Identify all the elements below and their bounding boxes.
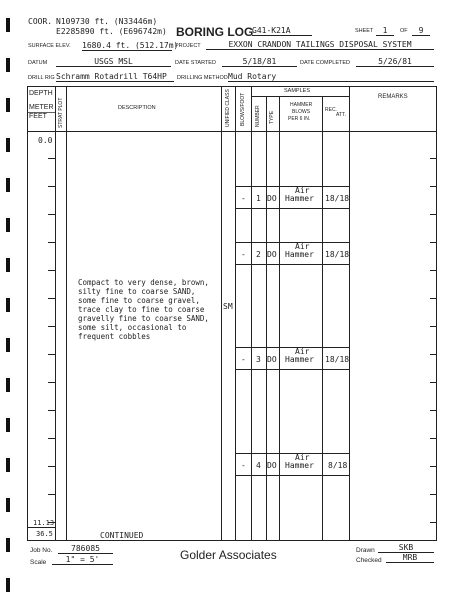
drilling-method-label: DRILLING METHOD — [177, 75, 228, 81]
description-line: Compact to very dense, brown, — [78, 278, 209, 287]
sample-type: DO — [267, 355, 277, 364]
rec-header: REC. — [325, 107, 337, 113]
soil-description — [78, 278, 209, 341]
sample-hammer-1: Air — [295, 242, 310, 251]
sample-recovery: 18/18 — [325, 250, 350, 259]
sample-type: DO — [267, 194, 277, 203]
sample-blows: - — [241, 461, 246, 470]
job-label: Job No. — [30, 547, 53, 554]
scale-label: Scale — [30, 559, 47, 566]
drilling-method: Mud Rotary — [228, 73, 434, 82]
hammer-header-2: BLOWS — [292, 109, 311, 115]
drill-rig: Schramm Rotadrill T64HP — [56, 73, 174, 82]
sheet-label: SHEET — [355, 28, 374, 34]
type-header: TYPE — [269, 110, 275, 124]
date-completed: 5/26/81 — [356, 58, 434, 67]
top-depth: 0.0 — [38, 136, 53, 145]
strat-plot-header: STRAT PLOT — [58, 97, 64, 128]
sheet-total: 9 — [412, 27, 430, 36]
sample-number: 4 — [256, 461, 261, 470]
sample-hammer-2: Hammer — [285, 250, 314, 259]
description-line: some fine to coarse gravel, — [78, 296, 200, 305]
sample-hammer-1: Air — [295, 453, 310, 462]
depth-header: DEPTH — [29, 90, 53, 97]
description-line: gravelly fine to coarse SAND, — [78, 314, 209, 323]
drawn-by: SKB — [378, 544, 434, 553]
datum: USGS MSL — [56, 58, 171, 67]
meter-header: METER — [29, 104, 54, 111]
surface-elev-label: SURFACE ELEV. — [28, 43, 71, 49]
drawn-label: Drawn — [356, 547, 375, 554]
project-name: EXXON CRANDON TAILINGS DISPOSAL SYSTEM — [206, 41, 434, 50]
att-header: ATT. — [336, 112, 346, 118]
of-label: OF — [400, 28, 408, 34]
sample-blows: - — [241, 250, 246, 259]
description-line: trace clay to fine to coarse — [78, 305, 205, 314]
description-header: DESCRIPTION — [118, 105, 156, 111]
checked-label: Checked — [356, 557, 382, 564]
date-completed-label: DATE COMPLETED — [300, 60, 351, 66]
sample-hammer-1: Air — [295, 186, 310, 195]
sample-recovery: 8/18 — [328, 461, 348, 470]
sample-blows: - — [241, 355, 246, 364]
sample-hammer-2: Hammer — [285, 194, 314, 203]
continued-label: CONTINUED — [100, 531, 144, 540]
job-number: 786085 — [58, 545, 113, 554]
page-title: BORING LOG — [176, 25, 254, 39]
date-started-label: DATE STARTED — [175, 60, 216, 66]
description-line: frequent cobbles — [78, 332, 151, 341]
sample-number: 1 — [256, 194, 261, 203]
date-started: 5/18/81 — [222, 58, 297, 67]
boring-id: G41-K21A — [252, 27, 312, 36]
unified-class-value: SM — [223, 302, 233, 311]
blows-foot-header: BLOWS/FOOT — [240, 92, 246, 126]
coor-east: E2285890 ft. (E696742m) — [56, 27, 167, 36]
sample-blows: - — [241, 194, 246, 203]
sample-type: DO — [267, 461, 277, 470]
drill-rig-label: DRILL RIG — [28, 75, 55, 81]
sample-hammer-2: Hammer — [285, 461, 314, 470]
feet-header: FEET — [29, 113, 47, 120]
number-header: NUMBER — [255, 105, 261, 127]
samples-header: SAMPLES — [284, 88, 310, 94]
bottom-meter: 11.13 — [33, 519, 55, 527]
checked-by: MRB — [386, 554, 434, 563]
project-label: PROJECT — [175, 43, 201, 49]
sample-hammer-1: Air — [295, 347, 310, 356]
sample-type: DO — [267, 250, 277, 259]
company-name: Golder Associates — [180, 548, 277, 562]
coor-north: N109730 ft. (N33446m) — [56, 17, 158, 26]
sample-recovery: 18/18 — [325, 355, 350, 364]
scale-value: 1" = 5' — [52, 556, 113, 565]
bottom-feet: 36.5 — [36, 530, 53, 538]
description-line: some silt, occasional to — [78, 323, 187, 332]
remarks-header: REMARKS — [378, 94, 408, 100]
sample-recovery: 18/18 — [325, 194, 350, 203]
surface-elev: 1680.4 ft. (512.17m) — [82, 41, 179, 50]
description-line: silty fine to coarse SAND, — [78, 287, 196, 296]
sample-hammer-2: Hammer — [285, 355, 314, 364]
sample-number: 2 — [256, 250, 261, 259]
unified-class-header: UNIFIED CLASS — [225, 89, 231, 127]
datum-label: DATUM — [28, 60, 48, 66]
coor-label: COOR. — [28, 17, 53, 26]
hammer-header-3: PER 6 IN. — [288, 116, 311, 122]
hammer-header-1: HAMMER — [290, 102, 313, 108]
sheet-number: 1 — [376, 27, 394, 36]
sample-number: 3 — [256, 355, 261, 364]
